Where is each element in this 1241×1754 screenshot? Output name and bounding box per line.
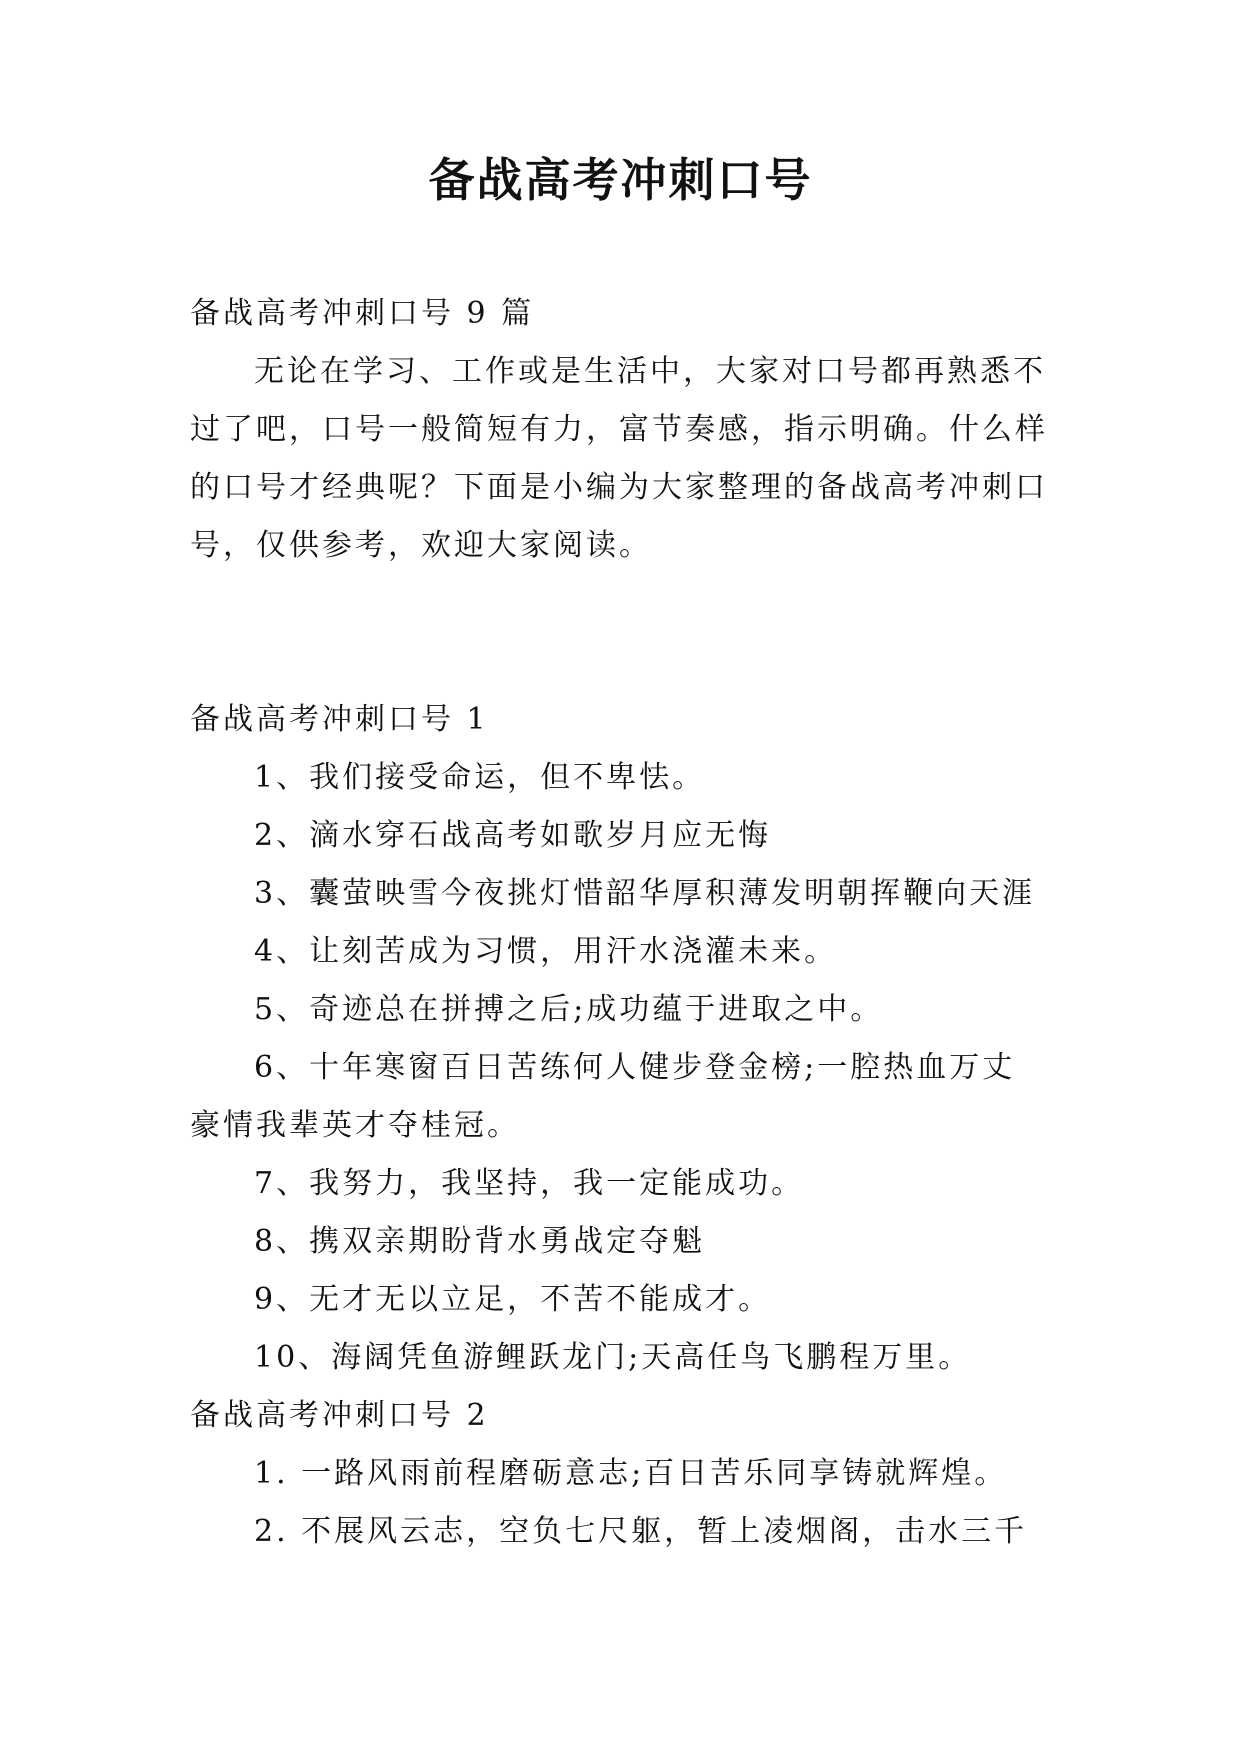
document-body xyxy=(190,285,1048,1561)
page-title: 备战高考冲刺口号 xyxy=(428,153,813,207)
section-gap xyxy=(190,575,1048,691)
slogan-item: 9、无才无以立足，不苦不能成才。 xyxy=(254,1282,772,1317)
slogan-item: 10、海阔凭鱼游鲤跃龙门;天高任鸟飞鹏程万里。 xyxy=(254,1340,972,1375)
intro-paragraph: 无论在学习、工作或是生活中，大家对口号都再熟悉不过了吧，口号一般简短有力，富节奏感，指示明确。什么样的口号才经典呢？下面是小编为大家整理的备战高考冲刺口号，仅供参考，欢迎大家阅读。 xyxy=(190,354,1048,563)
section-heading-2: 备战高考冲刺口号 2 xyxy=(190,1398,489,1433)
slogan-item: 8、携双亲期盼背水勇战定夺魁 xyxy=(254,1224,706,1259)
slogan-item: 1. 一路风雨前程磨砺意志;百日苦乐同享铸就辉煌。 xyxy=(254,1456,1008,1491)
slogan-item: 2、滴水穿石战高考如歌岁月应无悔 xyxy=(254,818,772,853)
section-heading-1: 备战高考冲刺口号 1 xyxy=(190,702,489,737)
slogan-item: 1、我们接受命运，但不卑怯。 xyxy=(254,760,706,795)
slogan-item: 4、让刻苦成为习惯，用汗水浇灌未来。 xyxy=(254,934,838,969)
slogan-item: 5、奇迹总在拼搏之后;成功蕴于进取之中。 xyxy=(254,992,884,1027)
slogan-item: 3、囊萤映雪今夜挑灯惜韶华厚积薄发明朝挥鞭向天涯 xyxy=(254,876,1036,911)
slogan-item: 7、我努力，我坚持，我一定能成功。 xyxy=(254,1166,805,1201)
subtitle: 备战高考冲刺口号 9 篇 xyxy=(190,296,535,331)
slogan-item: 6、十年寒窗百日苦练何人健步登金榜;一腔热血万丈豪情我辈英才夺桂冠。 xyxy=(190,1050,1016,1143)
slogan-item: 2. 不展风云志，空负七尺躯，暂上凌烟阁，击水三千 xyxy=(254,1514,1028,1549)
